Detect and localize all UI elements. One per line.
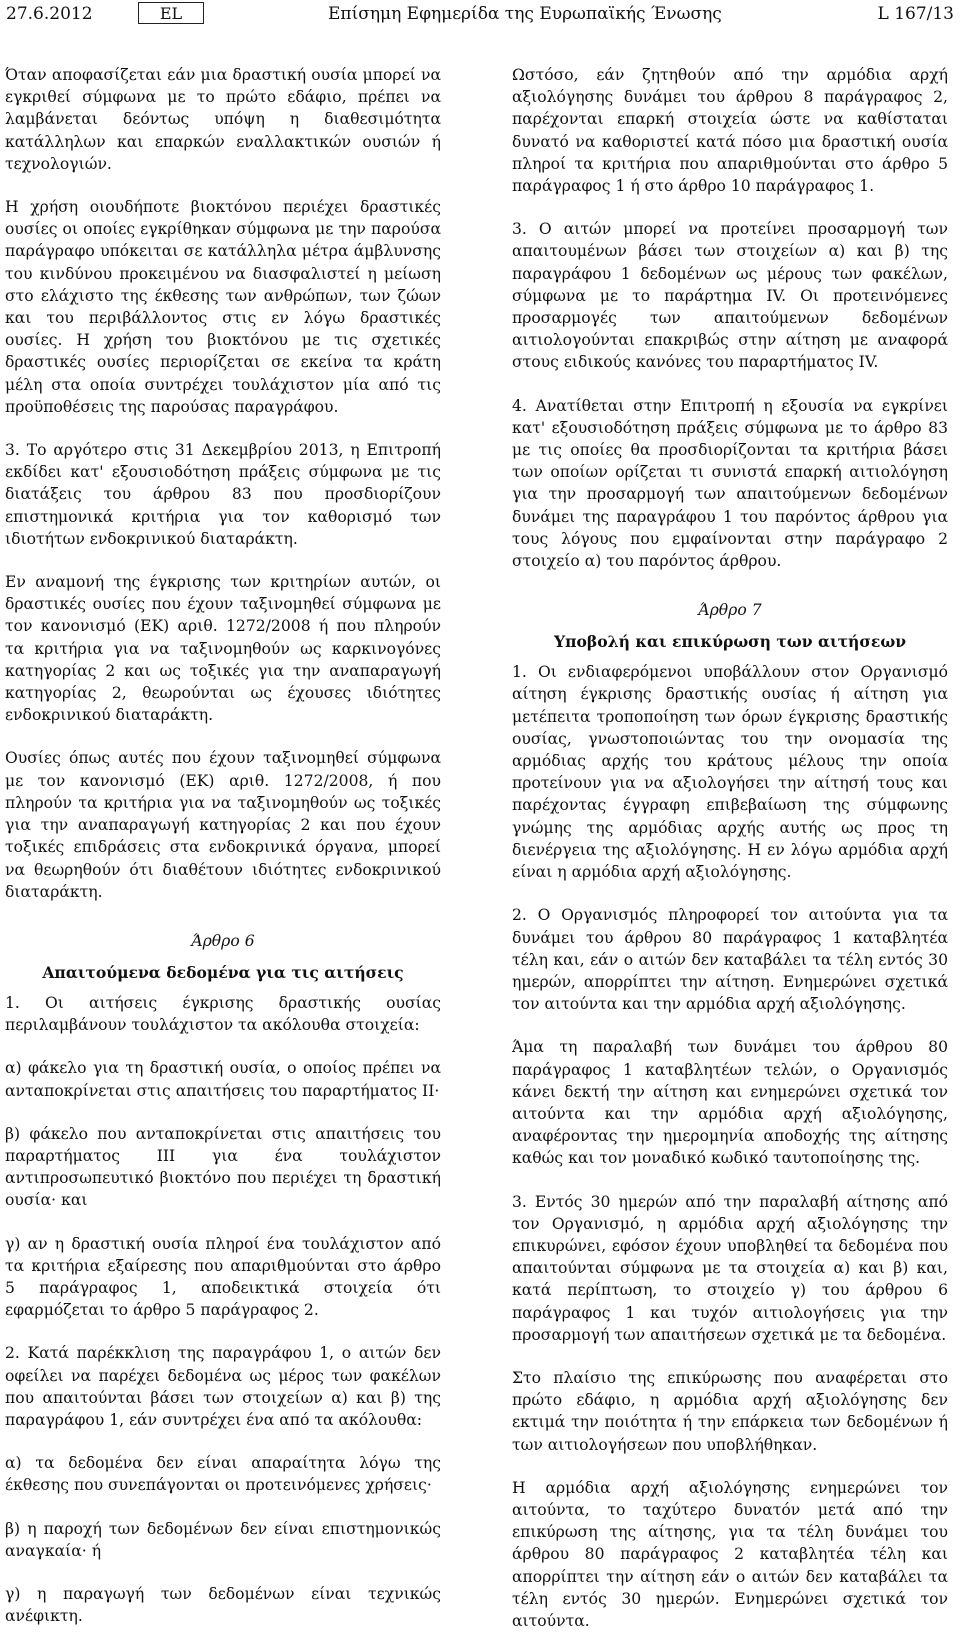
paragraph: Ουσίες όπως αυτές που έχουν ταξινομηθεί σύμφωνα με τον κανονισμό (ΕΚ) αριθ. 1272/2008, ή που πληρούν τα κριτήρια για να ταξινομηθούν ως τοξικές για την αναπαραγωγή κατηγορίας 2 και που έχουν τοξικές επιδράσεις στα ενδοκρινικά όργανα, μπορεί να θεωρηθούν ότι διαθέτουν ιδιότητες ενδοκρινικού διαταράκτη. xyxy=(5,749,441,901)
list-item: β) φάκελο που ανταποκρίνεται στις απαιτήσεις του παραρτήματος III για ένα τουλάχιστον αντιπροσωπευτικό βιοκτόνο που περιέχει τη δραστική ουσία· και xyxy=(5,1124,441,1210)
paragraph: 3. Εντός 30 ημερών από την παραλαβή αίτησης από τον Οργανισμό, η αρμόδια αρχή αξιολόγησης την επικυρώνει, εφόσον έχουν υποβληθεί τα δεδομένα που απαιτούνται σύμφωνα με τα στοιχεία α) και β) και, κατά περίπτωση, το στοιχείο γ) του άρθρου 6 παράγραφος 1 και τυχόν αιτιολογήσεις για την προσαρμογή των απαιτήσεων σχετικά με τα δεδομένα. xyxy=(512,1192,948,1344)
paragraph: 2. Κατά παρέκκλιση της παραγράφου 1, ο αιτών δεν οφείλει να παρέχει δεδομένα ως μέρος των φακέλων που απαιτούνται βάσει των στοιχείων α) και β) της παραγράφου 1, εάν συντρέχει ένα από τα ακόλουθα: xyxy=(5,1344,441,1429)
list-item: γ) αν η δραστική ουσία πληροί ένα τουλάχιστον από τα κριτήρια εξαίρεσης που απαριθμούνται στο άρθρο 5 παράγραφος 1, αποδεικτικά στοιχεία ότι εφαρμόζεται το άρθρο 5 παράγραφος 2. xyxy=(5,1234,441,1320)
list-item: α) φάκελο για τη δραστική ουσία, ο οποίος πρέπει να ανταποκρίνεται στις απαιτήσεις του παραρτήματος II· xyxy=(5,1059,441,1100)
article-heading: Άρθρο 6 xyxy=(191,931,255,950)
paragraph: Η χρήση οιουδήποτε βιοκτόνου περιέχει δραστικές ουσίες οι οποίες εγκρίθηκαν σύμφωνα με την παρούσα παράγραφο υπόκειται σε κατάλληλα μέτρα άμβλυνσης του κινδύνου προκειμένου να διασφαλιστεί η μείωση στο ελάχιστο της έκθεσης των ανθρώπων, των ζώων και του περιβάλλοντος στις εν λόγω δραστικές ουσίες. Η χρήση του βιοκτόνου με τις σχετικές δραστικές ουσίες περιορίζεται σε εκείνα τα κράτη μέλη στα οποία συντρέχει τουλάχιστον μία από τις προϋποθέσεις της παρούσας παραγράφου. xyxy=(5,198,441,416)
list-item: α) τα δεδομένα δεν είναι απαραίτητα λόγω της έκθεσης που συνεπάγονται οι προτεινόμενες χρήσεις· xyxy=(5,1454,441,1495)
paragraph: Άμα τη παραλαβή των δυνάμει του άρθρου 80 παράγραφος 1 καταβλητέων τελών, ο Οργανισμός κάνει δεκτή την αίτηση και ενημερώνει σχετικά τον αιτούντα και την αρμόδια αρχή αξιολόγησης, αναφέροντας την ημερομηνία αποδοχής της αίτησης καθώς και τον μοναδικό κωδικό ταυτοποίησης της. xyxy=(512,1038,948,1168)
paragraph: 1. Οι αιτήσεις έγκρισης δραστικής ουσίας περιλαμβάνουν τουλάχιστον τα ακόλουθα στοιχεία: xyxy=(5,993,441,1035)
article-heading: Άρθρο 7 xyxy=(698,601,762,620)
paragraph: Στο πλαίσιο της επικύρωσης που αναφέρεται στο πρώτο εδάφιο, η αρμόδια αρχή αξιολόγησης δεν εκτιμά την ποιότητα ή την επάρκεια των δεδομένων ή των αιτιολογήσεων που υποβλήθηκαν. xyxy=(512,1368,948,1454)
paragraph: Εν αναμονή της έγκρισης των κριτηρίων αυτών, οι δραστικές ουσίες που έχουν ταξινομηθεί σύμφωνα με τον κανονισμό (ΕΚ) αριθ. 1272/2008 ή που πληρούν τα κριτήρια για να ταξινομηθούν ως καρκινογόνες κατηγορίας 2 και ως τοξικές για την αναπαραγωγή κατηγορίας 2, θεωρούνται ως έχουσες ιδιότητες ενδοκρινικού διαταράκτη. xyxy=(5,573,441,725)
paragraph: 4. Ανατίθεται στην Επιτροπή η εξουσία να εγκρίνει κατ' εξουσιοδότηση πράξεις σύμφωνα με το άρθρο 83 με τις οποίες θα προσδιορίζονται τα κριτήρια βάσει των οποίων ορίζεται τι συνιστά επαρκή αιτιολόγηση για την προσαρμογή των απαιτούμενων δεδομένων δυνάμει της παραγράφου 1 του παρόντος άρθρου για τους λόγους που εμφαίνονται στην παράγραφο 2 στοιχείο α) του παρόντος άρθρου. xyxy=(512,396,948,571)
paragraph: 1. Οι ενδιαφερόμενοι υποβάλλουν στον Οργανισμό αίτηση έγκρισης δραστικής ουσίας ή αίτηση για μετέπειτα τροποποίηση των όρων έγκρισης δραστικής ουσίας, γνωστοποιώντας του την ονομασία της αρμόδιας αρχής του κράτους μέλους την οποία προτείνουν για να αξιολογήσει την αίτησή τους και παρέχοντας έγγραφη επιβεβαίωση της σύμφωνης γνώμης της αρμόδιας αρχής αυτής ως προς τη διενέργεια της αξιολόγησης. Η εν λόγω αρμόδια αρχή είναι η αρμόδια αρχή αξιολόγησης. xyxy=(512,663,948,882)
journal-title: Επίσημη Εφημερίδα της Ευρωπαϊκής Ένωσης xyxy=(328,4,722,24)
paragraph: 3. Ο αιτών μπορεί να προτείνει προσαρμογή των απαιτουμένων βάσει των στοιχείων α) και β) της παραγράφου 1 δεδομένων ως μέρους των φακέλων, σύμφωνα με το παράρτημα IV. Οι προτεινόμενες προσαρμογές των απαιτούμενων δεδομένων αιτιολογούνται επακριβώς στην αίτηση με αναφορά στους ειδικούς κανόνες του παραρτήματος IV. xyxy=(512,220,948,372)
list-item: β) η παροχή των δεδομένων δεν είναι επιστημονικώς αναγκαία· ή xyxy=(5,1519,441,1560)
paragraph: 2. Ο Οργανισμός πληροφορεί τον αιτούντα για τα δυνάμει του άρθρου 80 παράγραφος 1 καταβλητέα τέλη και, εάν ο αιτών δεν καταβάλει τα τέλη εντός 30 ημερών, απορρίπτει την αίτηση. Ενημερώνει σχετικά τον αιτούντα και την αρμόδια αρχή αξιολόγησης. xyxy=(512,906,948,1014)
article-title: Απαιτούμενα δεδομένα για τις αιτήσεις xyxy=(42,962,404,982)
list-item: γ) η παραγωγή των δεδομένων είναι τεχνικώς ανέφικτη. xyxy=(5,1584,441,1626)
page-number: L 167/13 xyxy=(877,4,954,24)
paragraph: Η αρμόδια αρχή αξιολόγησης ενημερώνει τον αιτούντα, το ταχύτερο δυνατόν μετά από την επικύρωση της αίτησης, για τα τέλη δυνάμει του άρθρου 80 παράγραφος 2 καταβλητέα τέλη και απορρίπτει την αίτηση εάν ο αιτών δεν καταβάλει τα τέλη εντός 30 ημερών. Ενημερώνει σχετικά τον αιτούντα. xyxy=(512,1478,948,1630)
right-column xyxy=(512,64,948,1632)
paragraph: 3. Το αργότερο στις 31 Δεκεμβρίου 2013, η Επιτροπή εκδίδει κατ' εξουσιοδότηση πράξεις σύμφωνα με τις διατάξεις του άρθρου 83 που προσδιορίζουν επιστημονικά κριτήρια για τον καθορισμό των ιδιοτήτων ενδοκρινικού διαταράκτη. xyxy=(5,441,441,548)
paragraph: Ωστόσο, εάν ζητηθούν από την αρμόδια αρχή αξιολόγησης δυνάμει του άρθρου 8 παράγραφος 2, παρέχονται επαρκή στοιχεία ώστε να καθίσταται δυνατό να καθοριστεί κατά πόσο μια δραστική ουσία πληροί τα κριτήρια που απαριθμούνται στο άρθρο 5 παράγραφος 1 ή στο άρθρο 10 παράγραφος 1. xyxy=(512,66,948,196)
language-badge: EL xyxy=(138,2,204,24)
publication-date: 27.6.2012 xyxy=(6,4,93,24)
paragraph: Όταν αποφασίζεται εάν μια δραστική ουσία μπορεί να εγκριθεί σύμφωνα με το πρώτο εδάφιο, πρέπει να λαμβάνεται δεόντως υπόψη η διαθεσιμότητα κατάλληλων και επαρκών εναλλακτικών ουσιών ή τεχνολογιών. xyxy=(5,66,441,173)
page-header xyxy=(0,0,960,30)
article-title: Υποβολή και επικύρωση των αιτήσεων xyxy=(553,632,907,652)
